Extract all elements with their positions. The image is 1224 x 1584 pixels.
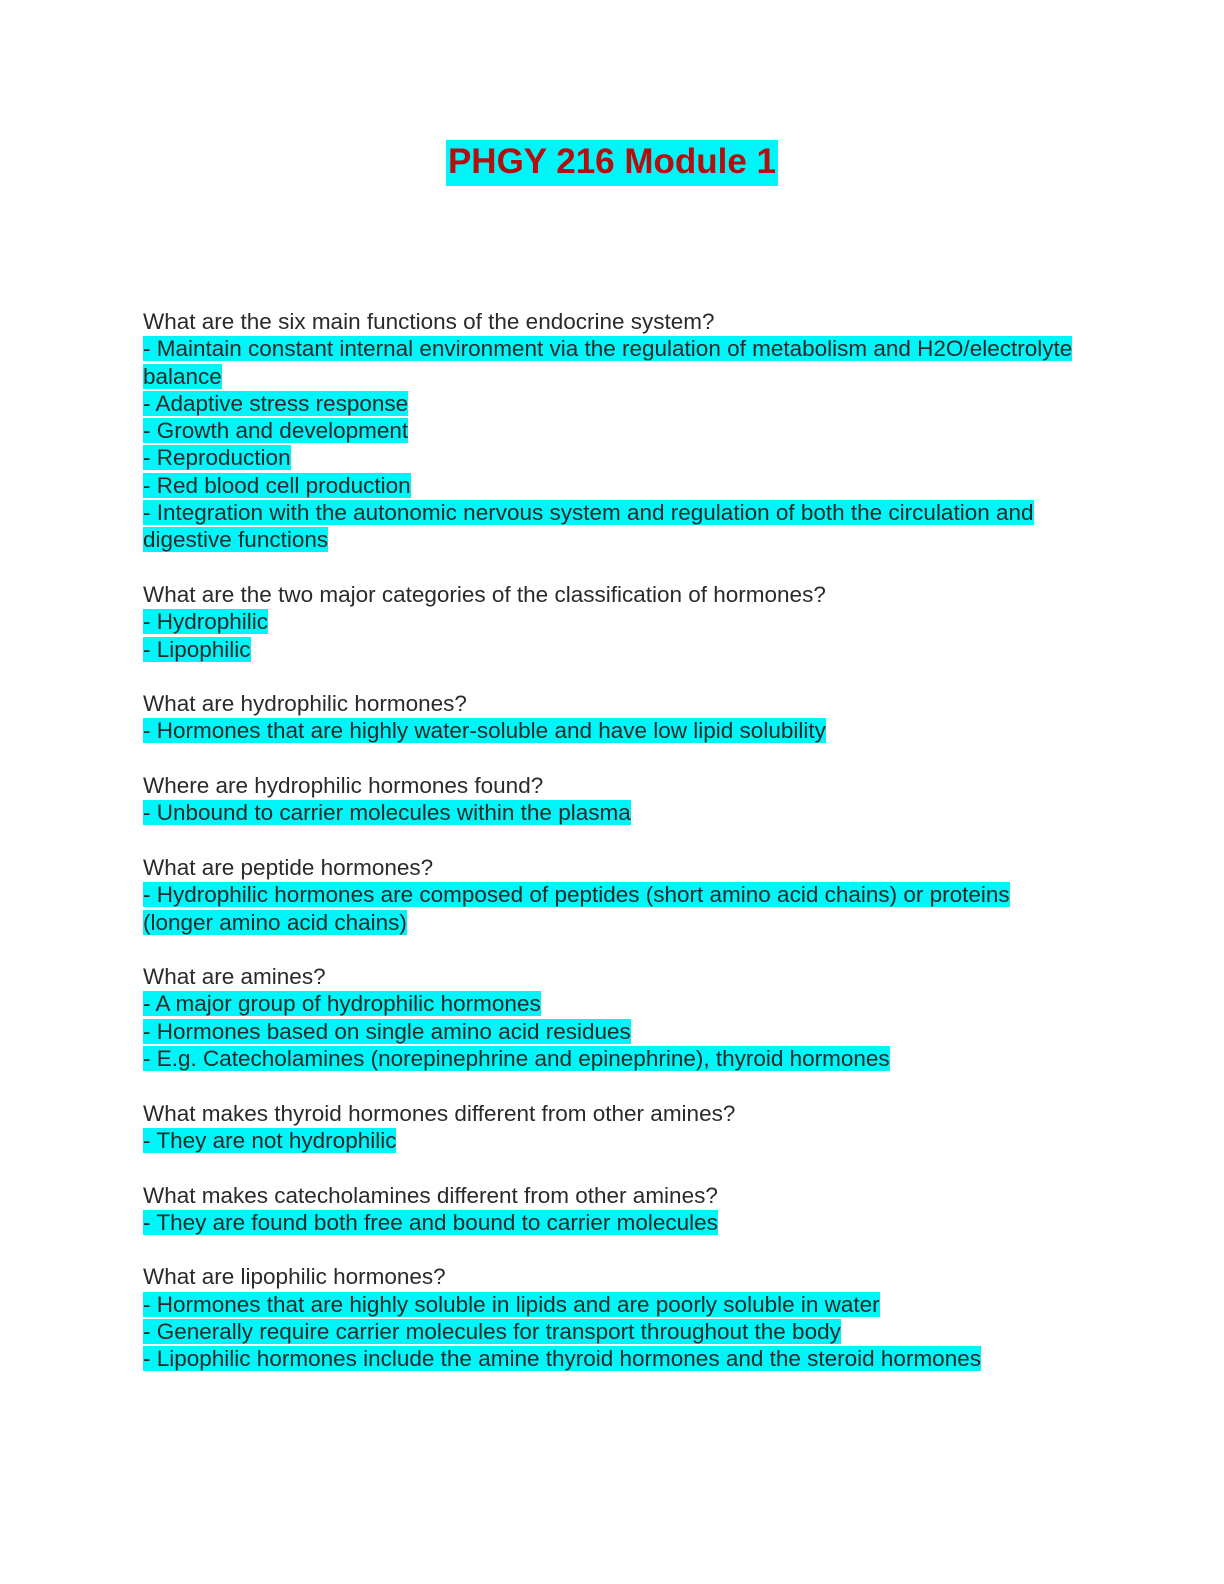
qa-block — [143, 772, 1083, 827]
answer: - Growth and development — [143, 418, 409, 444]
answer: - Maintain constant internal environment via the regulation of metabolism and H2O/electrolyte balance — [143, 336, 1073, 389]
question: What makes catecholamines different from other amines? — [143, 1182, 718, 1208]
answer-list — [143, 1209, 1083, 1236]
question: Where are hydrophilic hormones found? — [143, 773, 544, 799]
qa-block — [143, 581, 1083, 663]
answer-list — [143, 335, 1083, 553]
answer: - They are found both free and bound to carrier molecules — [143, 1209, 718, 1235]
question: What are hydrophilic hormones? — [143, 691, 467, 717]
answer: - Integration with the autonomic nervous system and regulation of both the circulation and digestive functions — [143, 500, 1034, 553]
page-title: PHGY 216 Module 1 — [446, 140, 778, 186]
question: What are amines? — [143, 964, 326, 990]
answer: - Hydrophilic hormones are composed of peptides (short amino acid chains) or proteins (longer amino acid chains) — [143, 882, 1010, 935]
title-container — [0, 140, 1224, 186]
answer-list — [143, 1127, 1083, 1154]
question: What makes thyroid hormones different from other amines? — [143, 1100, 736, 1126]
answer: - Lipophilic — [143, 636, 251, 662]
answer: - They are not hydrophilic — [143, 1127, 397, 1153]
question: What are lipophilic hormones? — [143, 1264, 446, 1290]
question: What are peptide hormones? — [143, 854, 434, 880]
answer: - Hormones that are highly water-soluble and have low lipid solubility — [143, 718, 826, 744]
question: What are the six main functions of the endocrine system? — [143, 309, 715, 334]
answer: - A major group of hydrophilic hormones — [143, 991, 541, 1017]
answer: - Hormones that are highly soluble in lipids and are poorly soluble in water — [143, 1291, 880, 1317]
answer-list — [143, 990, 1083, 1072]
answer: - Reproduction — [143, 445, 291, 471]
answer-list — [143, 1291, 1083, 1373]
qa-block — [143, 690, 1083, 745]
qa-content — [143, 308, 1083, 1400]
qa-block — [143, 1182, 1083, 1237]
qa-block — [143, 1100, 1083, 1155]
answer: - E.g. Catecholamines (norepinephrine and epinephrine), thyroid hormones — [143, 1046, 890, 1072]
answer: - Hormones based on single amino acid residues — [143, 1018, 631, 1044]
qa-block — [143, 854, 1083, 936]
qa-block — [143, 963, 1083, 1072]
answer-list — [143, 717, 1083, 744]
answer-list — [143, 799, 1083, 826]
qa-block — [143, 308, 1083, 554]
answer: - Hydrophilic — [143, 609, 269, 635]
question: What are the two major categories of the classification of hormones? — [143, 581, 826, 607]
qa-block — [143, 1263, 1083, 1372]
answer-list — [143, 881, 1083, 936]
answer-list — [143, 608, 1083, 663]
answer: - Adaptive stress response — [143, 390, 409, 416]
answer: - Lipophilic hormones include the amine thyroid hormones and the steroid hormones — [143, 1346, 981, 1372]
answer: - Unbound to carrier molecules within the plasma — [143, 800, 631, 826]
answer: - Red blood cell production — [143, 472, 411, 498]
answer: - Generally require carrier molecules for transport throughout the body — [143, 1318, 841, 1344]
